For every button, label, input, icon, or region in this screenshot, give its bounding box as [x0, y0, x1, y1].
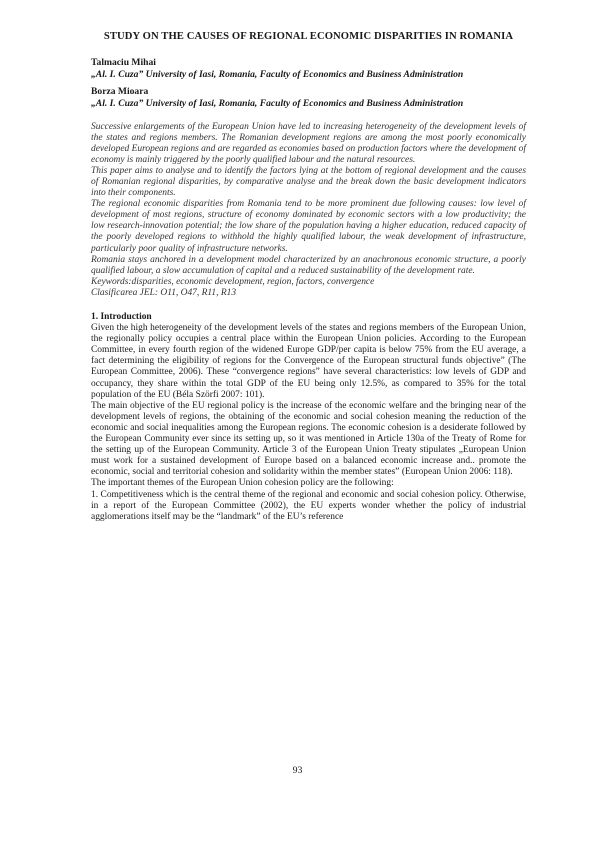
abstract — [91, 122, 526, 300]
author-affiliation: „Al. I. Cuza” University of Iasi, Romania, Faculty of Economics and Business Administration — [91, 68, 464, 80]
author-block — [91, 57, 526, 110]
abstract-paragraph: The regional economic disparities from Romania tend to be more prominent due following causes: low level of development of most regions, structure of economy dominated by economic sectors with a low productivity; the low research-innovation potential; the low share of the population having a higher education, reduced capacity of the poorly developed regions to withhold the highly qualified labour, the weak development of infrastructure, particularly poor quality of infrastructure networks. — [91, 199, 526, 254]
page-number: 93 — [292, 765, 303, 776]
paper-title: STUDY ON THE CAUSES OF REGIONAL ECONOMIC DISPARITIES IN ROMANIA — [103, 31, 514, 42]
abstract-paragraph: This paper aims to analyse and to identify the factors lying at the bottom of regional development and the causes of Romanian regional disparities, by comparative analyse and the break down the basic development indicators into their components. — [91, 165, 526, 199]
paper-page — [91, 30, 526, 523]
author-affiliation: „Al. I. Cuza” University of Iasi, Romania, Faculty of Economics and Business Administration — [91, 97, 464, 109]
section-heading: 1. Introduction — [91, 312, 152, 322]
introduction-section — [91, 312, 526, 523]
jel-classification: Clasificarea JEL: O11, O47, R11, R13 — [91, 287, 237, 298]
keywords: Keywords:disparities, economic development, region, factors, convergence — [91, 276, 375, 287]
body-paragraph: The main objective of the EU regional policy is the increase of the economic welfare and the bringing near of the development levels of regions, the obtaining of the economic and social cohesion meaning the reduction of the economic and social inequalities among the European regions. The economic cohesion is a desiderate followed by the European Community ever since its setting up, so it was mentioned in Article 130a of the Treaty of Rome for the setting up of the European Community. Article 3 of the European Union Treaty stipulates „European Union must work for a sustained development of Europe based on a balanced economic increase and.. promote the economic, social and territorial cohesion and solidarity within the member states” (European Union 2006: 118). — [91, 400, 526, 478]
author-name: Borza Mioara — [91, 85, 149, 97]
abstract-paragraph: Successive enlargements of the European Union have led to increasing heterogeneity of the development levels of the states and regions members. The Romanian development regions are among the most poorly economically developed European regions and are regarded as economies based on production factors where the development of economy is mainly triggered by the poorly qualified labour and the natural resources. — [91, 121, 526, 165]
author-name: Talmaciu Mihai — [91, 56, 156, 68]
body-paragraph: The important themes of the European Union cohesion policy are the following: — [91, 478, 394, 489]
abstract-paragraph: Romania stays anchored in a development model characterized by an anachronous economic structure, a poorly qualified labour, a slow accumulation of capital and a reduced sustainability of the development rate. — [91, 254, 526, 276]
body-paragraph: 1. Competitiveness which is the central theme of the regional and economic and social cohesion policy. Otherwise, in a report of the European Committee (2002), the EU experts wonder whether the policy of industrial agglomerations itself may be the “landmark” of the EU’s reference — [91, 489, 526, 522]
body-paragraph: Given the high heterogeneity of the development levels of the states and regions members of the European Union, the regionally policy occupies a central place within the European Union policies. According to the European Committee, in every fourth region of the widened Europe GDP/per capita is below 75% from the EU average, a fact determining the eligibility of regions for the Convergence of the European structural funds objective” (The European Committee, 2006). These “convergence regions” have several characteristics: low levels of GDP and occupancy, they share within the total GDP of the EU being only 12.5%, as compared to 35% for the total population of the EU (Béla Szörfi 2007: 101). — [91, 323, 526, 400]
